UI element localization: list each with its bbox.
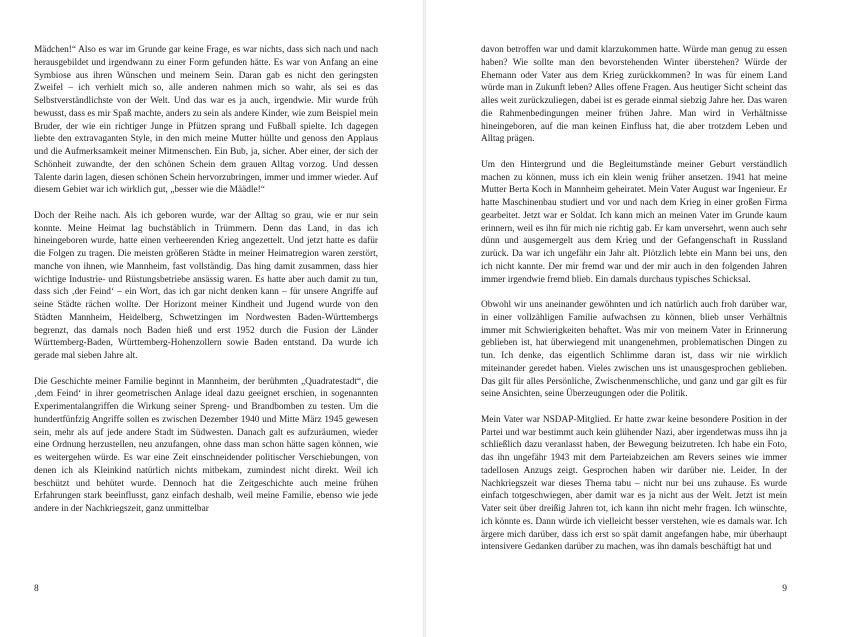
paragraph: Mein Vater war NSDAP-Mitglied. Er hatte zwar keine besondere Position in der Partei und war bestimmt auch kein glühender Nazi, aber irgendetwas muss ihn ja schließlich dazu veranlasst haben, der Bewegung beizutreten. Ich habe ein Foto, das ihn ungefähr 1943 mit dem Parteiabzeichen am Revers seines wie immer tadellosen Anzugs zeigt. Gesprochen haben wir darüber nie. Leider. In der Nachkriegszeit war dieses Thema tabu – nicht nur bei uns zuhause. Es wurde einfach totgeschwiegen, aber damit war es ja nicht aus der Welt. Jetzt ist mein Vater seit über dreißig Jahren tot, ich kann ihn nicht mehr fragen. Ich wünschte, ich könnte es. Dann würde ich vielleicht besser verstehen, wie es damals war. Ich ärgere mich darüber, dass ich erst so spät damit angefangen habe, mir überhaupt intensivere Gedanken darüber zu machen, was ihn damals beschäftigt hat und <box>481 414 787 553</box>
paragraph: davon betroffen war und damit klarzukommen hatte. Würde man genug zu essen haben? Wie sollte man den bevorstehenden Winter überstehen? Würde der Ehemann oder Vater aus dem Krieg zurückkommen? In was für einem Land würde man in Zukunft leben? Alles offene Fragen. Aus heutiger Sicht scheint das alles weit zurückzuliegen, dabei ist es gerade einmal siebzig Jahre her. Das waren die Rahmenbedingungen meiner frühen Jahre. Man wird in Verhältnisse hineingeboren, auf die man keinen Einfluss hat, die aber trotzdem Leben und Alltag prägen. <box>481 45 787 145</box>
paragraph: Um den Hintergrund und die Begleitumstände meiner Geburt verständlich machen zu können, muss ich ein klein wenig früher ansetzen. 1941 hat meine Mutter Berta Koch in Mannheim geheiratet. Mein Vater August war Ingenieur. Er hatte Maschinenbau studiert und vor und nach dem Krieg in einer großen Firma gearbeitet. Jetzt war er Soldat. Ich kann mich an meinen Vater im Grunde kaum erinnern, weil es ihn für mich nie richtig gab. Er kam unversehrt, wenn auch sehr dünn und ausgemergelt aus dem Krieg und der Gefangenschaft in Russland zurück. Da war ich ungefähr ein Jahr alt. Plötzlich lebte ein Mann bei uns, den ich nicht kannte. Der mir fremd war und der mir auch in den folgenden Jahren immer irgendwie fremd blieb. Ein damals durchaus typisches Schicksal. <box>481 159 787 285</box>
page-number: 8 <box>34 584 39 594</box>
paragraph: Die Geschichte meiner Familie beginnt in Mannheim, der berühmten „Quadratestadt“, die ‚dem Feind‘ in ihrer geometrischen Anlage ideal dazu geeignet erschien, in sogenannten Experimentalangriffen die Wirkung seiner Spreng- und Brandbomben zu testen. Um die hundertfünfzig Angriffe sollen es zwischen Dezember 1940 und Mitte März 1945 gewesen sein, mehr als auf jede andere Stadt im Südwesten. Danach galt es aufzuräumen, wieder eine Ordnung herzustellen, neu anzufangen, ohne dass man schon hätte sagen können, wie es weitergehen würde. Es war eine Zeit einschneidender politischer Verschiebungen, von denen ich als Kleinkind natürlich nichts mitbekam, zumindest nicht direkt. Weil ich beschützt und behütet wurde. Dennoch hat die Zeitgeschichte auch meine frühen Erfahrungen stark beeinflusst, ganz einfach deshalb, weil meine Familie, ebenso wie jede andere in der Nachkriegszeit, ganz unmittelbar <box>34 376 378 514</box>
right-page <box>424 0 848 637</box>
paragraph: Mädchen!“ Also es war im Grunde gar keine Frage, es war nichts, dass sich nach und nach herausgebildet und irgendwann zu einer Form gefunden hätte. Es war von Anfang an eine Symbiose aus ihren Wünschen und meinem Sein. Daran gab es nicht den geringsten Zweifel – ich verhielt mich so, alle anderen nahmen mich so wahr, als sei es das Selbstverständlichste von der Welt. Und das war es ja auch, irgendwie. Mir wurde früh bewusst, dass es mir Spaß machte, anders zu sein als andere Kinder, wie zum Beispiel mein Bruder, der wie ein richtiger Junge in Pfützen sprang und Fußball spielte. Ich dagegen liebte den extravaganten Style, in den mich meine Mutter hüllte und genoss den Applaus und die Aufmerksamkeit meiner Mitmenschen. Ein Bub, ja, sicher. Aber einer, der sich der Schönheit zuwandte, der den schönen Schein dem grauen Alltag vorzog. Und dessen Talente darin lagen, diesen schönen Schein hervorzubringen, immer und immer wieder. Auf diesem Gebiet war ich wirklich gut, „besser wie die Määdle!“ <box>34 45 378 196</box>
paragraph: Obwohl wir uns aneinander gewöhnten und ich natürlich auch froh darüber war, in einer vollzähligen Familie aufwachsen zu können, blieb unser Verhältnis immer mit Schwierigkeiten behaftet. Was mir von meinem Vater in Erinnerung geblieben ist, hat überwiegend mit unangenehmen, problematischen Dingen zu tun. Ich denke, das eigentlich Schlimme daran ist, dass wir nie wirklich miteinander geredet haben. Vieles zwischen uns ist unausgesprochen geblieben. Das gilt für alles Persönliche, Zwischenmenschliche, und ganz und gar gilt es für seine Ansichten, seine Überzeugungen oder die Politik. <box>481 300 787 400</box>
left-page <box>0 0 424 637</box>
page-number: 9 <box>782 584 787 594</box>
paragraph: Doch der Reihe nach. Als ich geboren wurde, war der Alltag so grau, wie er nur sein konnte. Meine Heimat lag buchstäblich in Trümmern. Denn das Land, in das ich hineingeboren wurde, hatte einen verheerenden Krieg angezettelt. Und jetzt hatte es dafür die Folgen zu tragen. Die meisten größeren Städte in meiner Heimatregion waren zerstört, manche von ihnen, wie Mannheim, fast vollständig. Das hing damit zusammen, dass hier wichtige Industrie- und Rüstungsbetriebe ansässig waren. Es hatte aber auch damit zu tun, dass sich ‚der Feind‘ – ein Wort, das ich gar nicht denken kann – für unsere Angriffe auf seine Städte rächen wollte. Der Horizont meiner Kindheit und Jugend wurde von den Städten Mannheim, Heidelberg, Schwetzingen im Nordwesten Baden-Württembergs begrenzt, das damals noch Baden hieß und erst 1952 durch die Fusion der Länder Württemberg-Baden, Württemberg-Hohenzollern sowie Baden entstand. Da wurde ich gerade mal sieben Jahre alt. <box>34 210 378 361</box>
right-page-body <box>481 44 787 554</box>
left-page-body <box>34 44 378 516</box>
